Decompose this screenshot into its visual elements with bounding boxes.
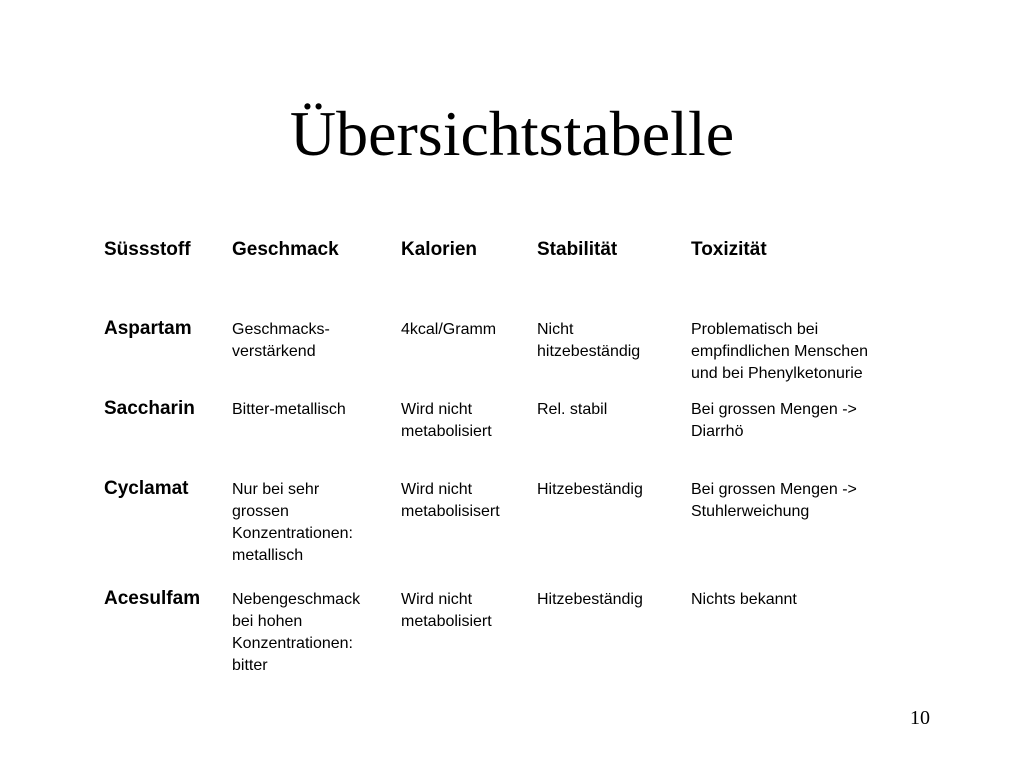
- page-number: 10: [910, 707, 930, 729]
- row-cyclamat-toxizitaet: Bei grossen Mengen -> Stuhlerweichung: [691, 481, 857, 520]
- slide-title: Übersichtstabelle: [289, 98, 735, 169]
- row-aspartam-geschmack: Geschmacks- verstärkend: [232, 321, 330, 360]
- row-saccharin-kalorien: Wird nicht metabolisiert: [401, 401, 492, 440]
- row-aspartam-stabilitaet: Nicht hitzebeständig: [537, 321, 641, 360]
- row-cyclamat-stabilitaet: Hitzebeständig: [537, 481, 643, 498]
- row-saccharin-toxizitaet: Bei grossen Mengen -> Diarrhö: [691, 401, 857, 440]
- row-acesulfam-kalorien: Wird nicht metabolisiert: [401, 591, 492, 630]
- row-cyclamat-geschmack: Nur bei sehr grossen Konzentrationen: metallisch: [232, 481, 353, 564]
- row-acesulfam-toxizitaet: Nichts bekannt: [691, 591, 797, 608]
- row-acesulfam-geschmack: Nebengeschmack bei hohen Konzentrationen: bitter: [232, 591, 361, 674]
- row-saccharin-name: Saccharin: [104, 398, 195, 419]
- row-saccharin-stabilitaet: Rel. stabil: [537, 401, 608, 418]
- row-saccharin-geschmack: Bitter-metallisch: [232, 401, 346, 418]
- header-stabilitaet: Stabilität: [537, 239, 618, 260]
- header-geschmack: Geschmack: [232, 239, 339, 260]
- row-cyclamat-kalorien: Wird nicht metabolisisert: [401, 481, 500, 520]
- row-acesulfam-name: Acesulfam: [104, 588, 201, 609]
- header-toxizitaet: Toxizität: [691, 239, 767, 260]
- row-cyclamat-name: Cyclamat: [104, 478, 189, 499]
- row-aspartam-toxizitaet: Problematisch bei empfindlichen Menschen und bei Phenylketonurie: [691, 321, 868, 382]
- row-aspartam-kalorien: 4kcal/Gramm: [401, 321, 497, 338]
- row-aspartam-name: Aspartam: [104, 318, 192, 339]
- header-kalorien: Kalorien: [401, 239, 478, 260]
- row-acesulfam-stabilitaet: Hitzebeständig: [537, 591, 643, 608]
- header-suessstoff: Süssstoff: [104, 239, 191, 260]
